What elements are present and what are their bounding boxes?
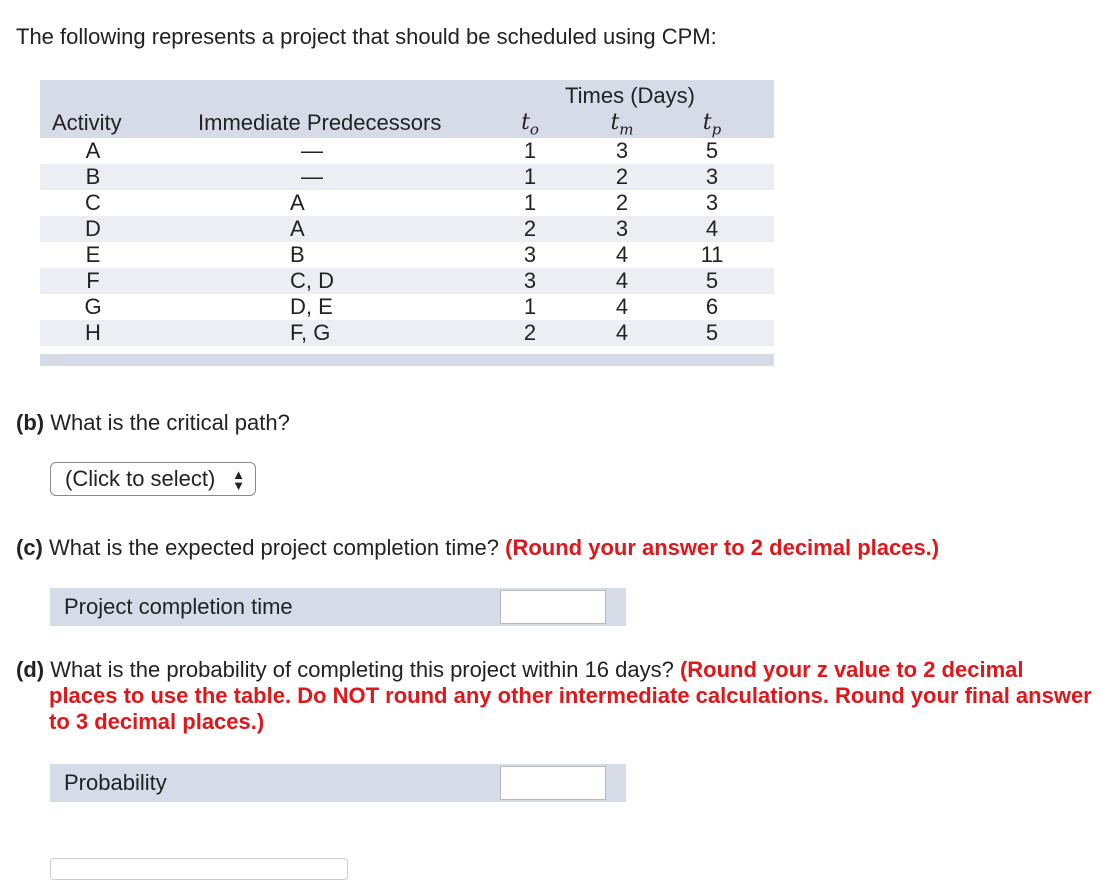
activity-cell: F	[86, 268, 100, 293]
tm-header: $t_m$	[610, 110, 634, 139]
predecessor-cell: D, E	[290, 294, 333, 319]
tm-cell: 3	[615, 138, 629, 163]
question-b-label: (b)	[16, 410, 45, 435]
tp-cell: 5	[705, 320, 719, 345]
activity-cell: E	[85, 242, 101, 267]
activity-cell: C	[85, 190, 101, 215]
predecessor-cell: C, D	[290, 268, 334, 293]
tm-cell: 2	[615, 190, 629, 215]
to-cell: 1	[523, 138, 537, 163]
tp-cell: 3	[705, 164, 719, 189]
row-end-pad	[608, 764, 626, 802]
predecessor-cell: A	[290, 190, 305, 215]
table-row	[40, 268, 774, 294]
to-cell: 2	[523, 216, 537, 241]
tm-cell: 4	[615, 320, 629, 345]
tm-cell: 3	[615, 216, 629, 241]
row-end-pad	[608, 588, 626, 626]
activity-cell: B	[85, 164, 101, 189]
to-cell: 1	[523, 190, 537, 215]
activity-table	[40, 80, 774, 366]
tm-cell: 2	[615, 164, 629, 189]
question-d-text: What is the probability of completing this project within 16 days?	[44, 657, 680, 682]
activity-cell: A	[85, 138, 101, 163]
to-cell: 1	[523, 164, 537, 189]
completion-time-label: Project completion time	[64, 594, 293, 619]
tp-cell: 5	[705, 268, 719, 293]
predecessors-header: Immediate Predecessors	[198, 110, 442, 135]
next-section-box	[50, 858, 348, 880]
tp-header: $t_p$	[702, 110, 722, 139]
predecessor-cell: B	[290, 242, 305, 267]
select-arrows-icon: ▲ ▼	[232, 467, 245, 493]
to-cell: 3	[523, 242, 537, 267]
table-row	[40, 320, 774, 346]
probability-label: Probability	[64, 770, 167, 795]
question-c-text: What is the expected project completion time?	[42, 535, 506, 560]
to-cell: 3	[523, 268, 537, 293]
intro-text: The following represents a project that should be scheduled using CPM:	[16, 24, 717, 49]
tp-cell: 5	[705, 138, 719, 163]
question-d-note-1: (Round your z value to 2 decimal	[679, 657, 1024, 682]
activity-cell: H	[85, 320, 101, 345]
table-header	[40, 80, 774, 138]
times-header: Times (Days)	[565, 83, 695, 108]
table-row	[40, 138, 774, 164]
question-c	[16, 535, 939, 561]
probability-row	[50, 764, 626, 802]
predecessor-cell: —	[301, 138, 323, 163]
tp-cell: 6	[705, 294, 719, 319]
critical-path-select-value: (Click to select)	[65, 466, 216, 491]
completion-time-input[interactable]	[500, 590, 606, 624]
table-row	[40, 164, 774, 190]
tp-cell: 3	[705, 190, 719, 215]
tp-cell: 11	[700, 242, 724, 267]
question-c-label: (c)	[16, 535, 43, 560]
activity-cell: G	[84, 294, 102, 319]
predecessor-cell: A	[290, 216, 305, 241]
tm-cell: 4	[615, 242, 629, 267]
question-d-note-2: places to use the table. Do NOT round any other intermediate calculations. Round your final answer to 3 decimal places.)	[49, 683, 1092, 734]
probability-input[interactable]	[500, 766, 606, 800]
to-header: $t_o$	[521, 110, 539, 139]
table-row	[40, 190, 774, 216]
to-cell: 1	[523, 294, 537, 319]
question-b	[16, 410, 290, 436]
activity-header: Activity	[52, 110, 122, 135]
question-c-note: (Round your answer to 2 decimal places.)	[505, 535, 940, 560]
question-d	[16, 657, 1106, 735]
table-row	[40, 242, 774, 268]
question-d-label: (d)	[16, 657, 45, 682]
tm-cell: 4	[615, 294, 629, 319]
predecessor-cell: F, G	[290, 320, 331, 345]
activity-cell: D	[85, 216, 101, 241]
tp-cell: 4	[705, 216, 719, 241]
completion-time-row	[50, 588, 626, 626]
table-row	[40, 294, 774, 320]
to-cell: 2	[523, 320, 537, 345]
table-row	[40, 216, 774, 242]
table-footer-bar	[40, 354, 774, 366]
question-b-text: What is the critical path?	[44, 410, 290, 435]
predecessor-cell: —	[301, 164, 323, 189]
critical-path-select[interactable]	[50, 462, 256, 496]
tm-cell: 4	[615, 268, 629, 293]
